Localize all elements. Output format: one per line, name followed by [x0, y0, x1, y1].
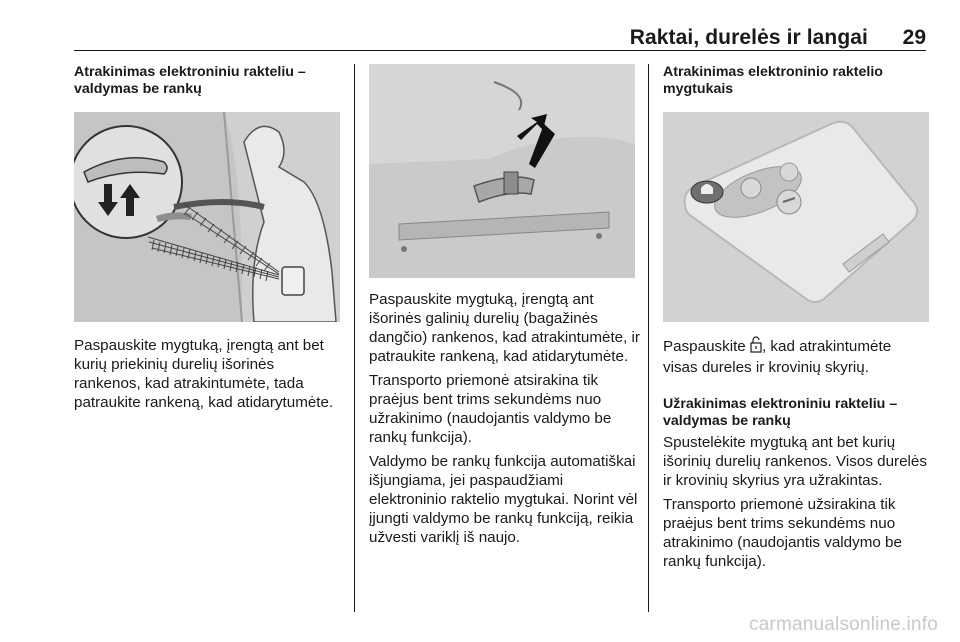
- section-heading: Atrakinimas elektroninio raktelio mygtukais: [663, 64, 883, 97]
- watermark-text: carmanualsonline.info: [748, 614, 938, 635]
- section-heading: Užrakinimas elektroniniu rakteliu – valdymas be rankų: [663, 396, 898, 429]
- body-paragraph: Transporto priemonė atsirakina tik praėjus bent trims sekundėms nuo užrakinimo (naudojantis valdymo be rankų funkcija).: [369, 372, 612, 446]
- body-paragraph: [663, 336, 929, 377]
- body-paragraph: Paspauskite mygtuką, įrengtą ant bet kurių priekinių durelių išorinės rankenos, kad atrakintumėte, tada patraukite rankeną, kad atidarytumėte.: [74, 337, 334, 411]
- column-divider: [354, 64, 355, 612]
- page-header: [0, 0, 960, 52]
- body-paragraph: Spustelėkite mygtuką ant bet kurių išorinių durelių rankenos. Visos durelės ir krovinių skyrius yra užrakintas.: [663, 434, 927, 489]
- column-1: [74, 64, 340, 98]
- column-divider: [648, 64, 649, 612]
- section-heading: Atrakinimas elektroniniu rakteliu – valdymas be rankų: [74, 64, 306, 97]
- page-title: Raktai, durelės ir langai: [629, 26, 868, 49]
- unlock-padlock-icon: [750, 336, 762, 358]
- door-handle-illustration: [74, 112, 340, 322]
- body-paragraph: Paspauskite mygtuką, įrengtą ant išorinės galinių durelių (bagažinės dangčio) rankenos, kad atrakintumėte, ir patraukite rankeną, kad atidarytumėte.: [369, 291, 640, 365]
- electronic-key-card-illustration: [663, 112, 929, 322]
- text-after-icon: , kad atrakintumėte visas dureles ir krovinių skyrių.: [663, 338, 892, 376]
- column-3-text: [663, 336, 929, 571]
- column-3: [663, 64, 929, 98]
- body-paragraph: Valdymo be rankų funkcija automatiškai išjungiama, jei paspaudžiami elektroninio raktelio mygtukai. Norint vėl įjungti valdymo be rankų funkciją, reikia užvesti variklį iš naujo.: [369, 453, 638, 546]
- tailgate-handle-illustration: [369, 64, 635, 278]
- column-2-text: [369, 290, 643, 547]
- header-rule: [74, 50, 926, 51]
- body-paragraph: Transporto priemonė užsirakina tik praėjus bent trims sekundėms nuo atrakinimo (naudojantis valdymo be rankų funkcija).: [663, 496, 902, 570]
- text-before-icon: Paspauskite: [663, 338, 746, 355]
- page-number: 29: [902, 26, 926, 49]
